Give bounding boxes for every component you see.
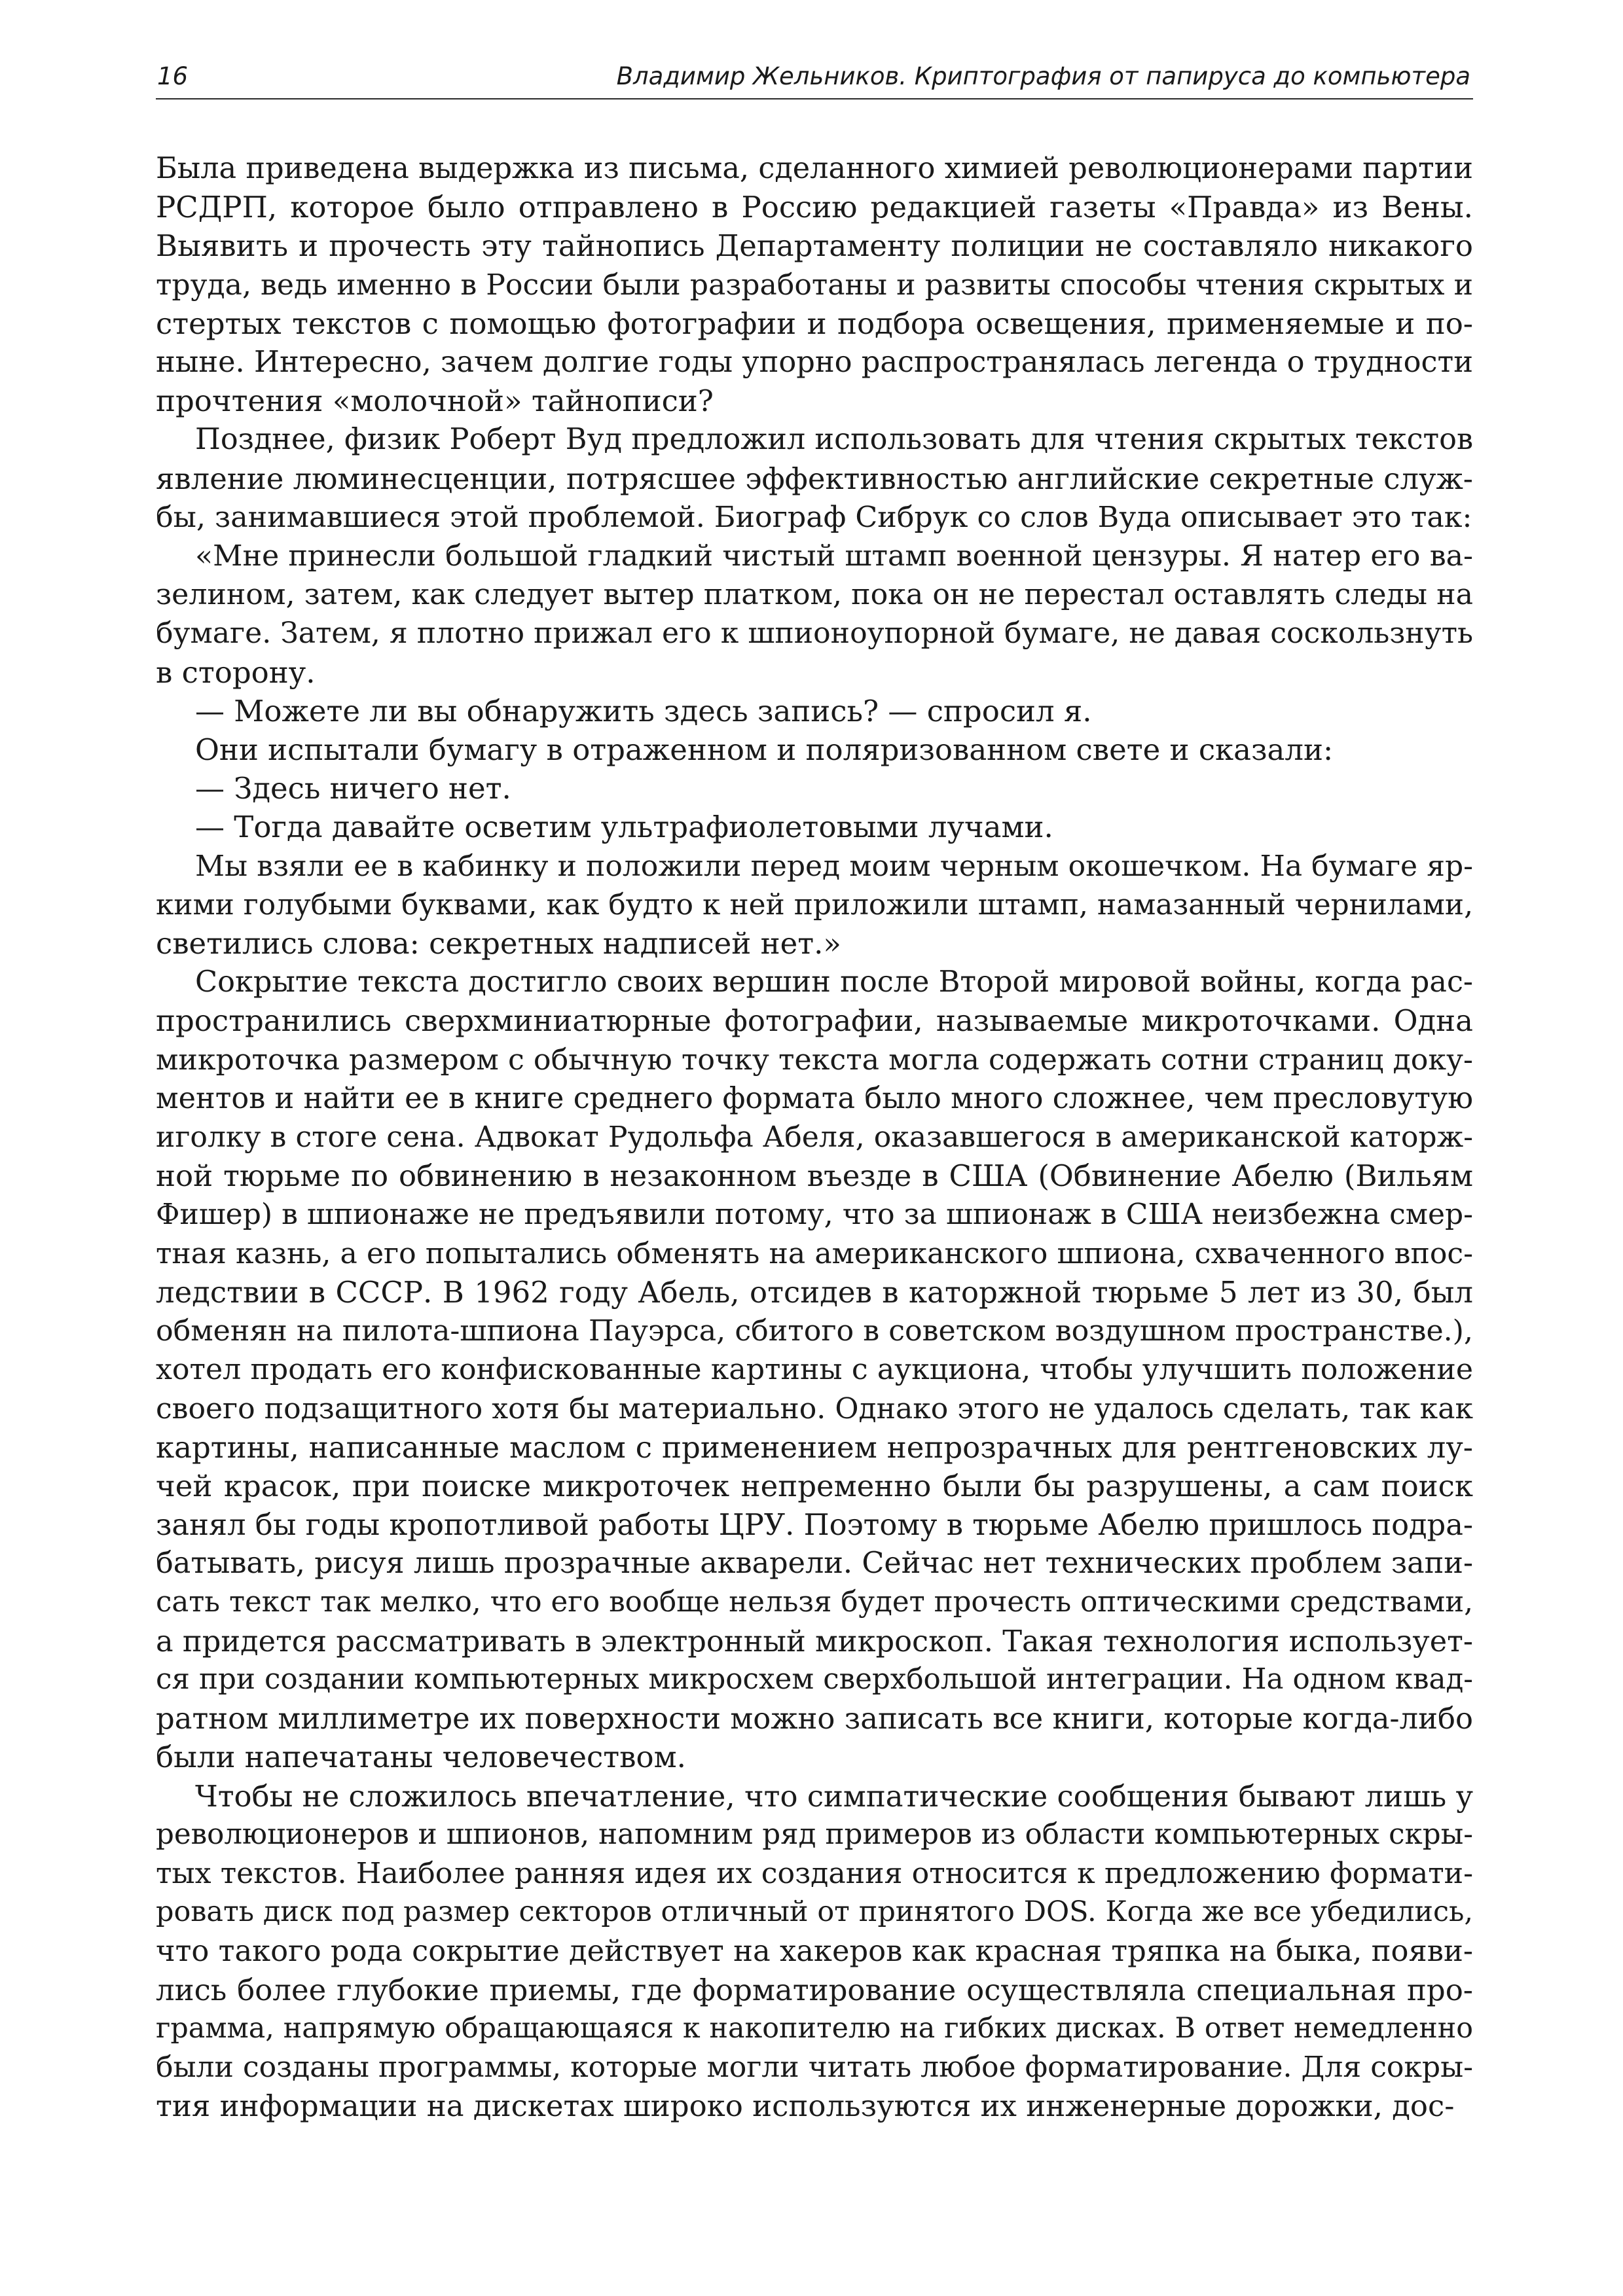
text-line: микроточка размером с обычную точку текста могла содержать сотни страниц доку-: [156, 1043, 1473, 1077]
text-line: тия информации на дискетах широко используются их инженерные дорожки, дос-: [156, 2089, 1455, 2124]
running-title: Владимир Жельников. Криптография от папируса до компьютера: [616, 62, 1470, 90]
text-line: что такого рода сокрытие действует на хакеров как красная тряпка на быка, появи-: [156, 1933, 1473, 1969]
text-line: батывать, рисуя лишь прозрачные акварели. Сейчас нет технических проблем запи-: [156, 1546, 1473, 1581]
text-line: а придется рассматривать в электронный микроскоп. Такая технология использует-: [156, 1623, 1473, 1659]
text-line: труда, ведь именно в России были разработаны и развиты способы чтения скрытых и: [156, 268, 1473, 302]
text-line: РСДРП, которое было отправлено в Россию редакцией газеты «Правда» из Вены.: [156, 190, 1473, 225]
text-line: стертых текстов с помощью фотографии и подбора освещения, применяемые и по-: [156, 306, 1473, 341]
text-line: были напечатаны человечеством.: [156, 1740, 686, 1775]
paragraph: [156, 1777, 1473, 2126]
text-line: ной тюрьме по обвинению в незаконном въезде в США (Обвинение Абелю (Вильям: [156, 1158, 1473, 1194]
paragraph: [156, 537, 1473, 692]
text-line: иголку в стоге сена. Адвокат Рудольфа Абеля, оказавшегося в американской каторж-: [156, 1121, 1473, 1155]
text-line: ровать диск под размер секторов отличный от принятого DOS. Когда же все убедились,: [156, 1895, 1473, 1929]
text-line: ныне. Интересно, зачем долгие годы упорно распространялась легенда о трудности: [156, 345, 1473, 380]
text-line: — Можете ли вы обнаружить здесь запись? — спросил я.: [195, 693, 1092, 728]
text-line: Фишер) в шпионаже не предъявили потому, что за шпионаж в США неизбежна смер-: [156, 1198, 1473, 1232]
text-line: зелином, затем, как следует вытер платком, пока он не перестал оставлять следы на: [156, 578, 1473, 612]
running-head: [156, 58, 1473, 99]
paragraph: [156, 420, 1473, 537]
text-line: занял бы годы кропотливой работы ЦРУ. Поэтому в тюрьме Абелю пришлось подра-: [156, 1507, 1473, 1543]
page-number: 16: [157, 62, 189, 90]
text-line: явление люминесценции, потрясшее эффективностью английские секретные служ-: [156, 461, 1473, 496]
text-line: Чтобы не сложилось впечатление, что симпатические сообщения бывают лишь у: [195, 1778, 1473, 1814]
text-line: — Тогда давайте осветим ультрафиолетовыми лучами.: [195, 810, 1053, 845]
text-line: кими голубыми буквами, как будто к ней приложили штамп, намазанный чернилами,: [156, 888, 1473, 922]
text-line: бумаге. Затем, я плотно прижал его к шпионоупорной бумаге, не давая соскользнуть: [156, 617, 1473, 651]
paragraph: [156, 963, 1473, 1776]
text-line: тная казнь, а его попытались обменять на американского шпиона, схваченного впос-: [156, 1236, 1473, 1270]
text-line: хотел продать его конфискованные картины с аукциона, чтобы улучшить положение: [156, 1353, 1473, 1387]
text-line: в сторону.: [156, 655, 316, 690]
paragraph: [156, 730, 1473, 769]
text-line: грамма, напрямую обращающаяся к накопителю на гибких дисках. В ответ немедленно: [156, 2011, 1473, 2045]
text-line: своего подзащитного хотя бы материально. Однако этого не удалось сделать, так как: [156, 1391, 1473, 1426]
text-line: «Мне принесли большой гладкий чистый штамп военной цензуры. Я натер его ва-: [195, 539, 1473, 573]
text-line: обменян на пилота-шпиона Пауэрса, сбитого в советском воздушном пространстве.),: [156, 1314, 1473, 1348]
text-line: ментов и найти ее в книге среднего формата было много сложнее, чем пресловутую: [156, 1081, 1473, 1115]
text-line: ся при создании компьютерных микросхем сверхбольшой интеграции. На одном квад-: [156, 1662, 1473, 1696]
text-line: революционеров и шпионов, напомним ряд примеров из области компьютерных скры-: [156, 1818, 1473, 1851]
text-line: пространились сверхминиатюрные фотографии, называемые микроточками. Одна: [156, 1003, 1473, 1039]
text-line: картины, написанные маслом с применением непрозрачных для рентгеновских лу-: [156, 1429, 1473, 1465]
text-line: ратном миллиметре их поверхности можно записать все книги, которые когда-либо: [156, 1701, 1473, 1736]
text-line: Позднее, физик Роберт Вуд предложил использовать для чтения скрытых текстов: [195, 423, 1473, 457]
paragraph: [156, 149, 1473, 420]
text-line: ледствии в СССР. В 1962 году Абель, отсидев в каторжной тюрьме 5 лет из 30, был: [156, 1274, 1473, 1310]
text-line: тых текстов. Наиболее ранняя идея их создания относится к предложению формати-: [156, 1856, 1473, 1890]
text-line: бы, занимавшиеся этой проблемой. Биограф Сибрук со слов Вуда описывает это так:: [156, 500, 1472, 534]
text-line: сать текст так мелко, что его вообще нельзя будет прочесть оптическими средствами,: [156, 1585, 1473, 1619]
text-line: Была приведена выдержка из письма, сделанного химией революционерами партии: [156, 151, 1473, 185]
text-line: — Здесь ничего нет.: [195, 771, 511, 806]
text-line: были созданы программы, которые могли читать любое форматирование. Для сокры-: [156, 2050, 1473, 2084]
text-line: чей красок, при поиске микроточек непременно были бы разрушены, а сам поиск: [156, 1468, 1473, 1503]
text-line: Мы взяли ее в кабинку и положили перед моим черным окошечком. На бумаге яр-: [195, 849, 1473, 883]
text-line: Они испытали бумагу в отраженном и поляризованном свете и сказали:: [195, 732, 1334, 768]
paragraph: [156, 692, 1473, 730]
text-line: Сокрытие текста достигло своих вершин после Второй мировой войны, когда рас-: [195, 965, 1473, 999]
paragraph: [156, 808, 1473, 846]
paragraph: [156, 769, 1473, 808]
body-text: [156, 149, 1473, 2125]
text-line: светились слова: секретных надписей нет.»: [156, 926, 841, 961]
text-line: Выявить и прочесть эту тайнопись Департаменту полиции не составляло никакого: [156, 228, 1473, 264]
paragraph: [156, 847, 1473, 963]
text-line: лись более глубокие приемы, где форматирование осуществляла специальная про-: [156, 1972, 1473, 2007]
text-line: прочтения «молочной» тайнописи?: [156, 384, 714, 419]
